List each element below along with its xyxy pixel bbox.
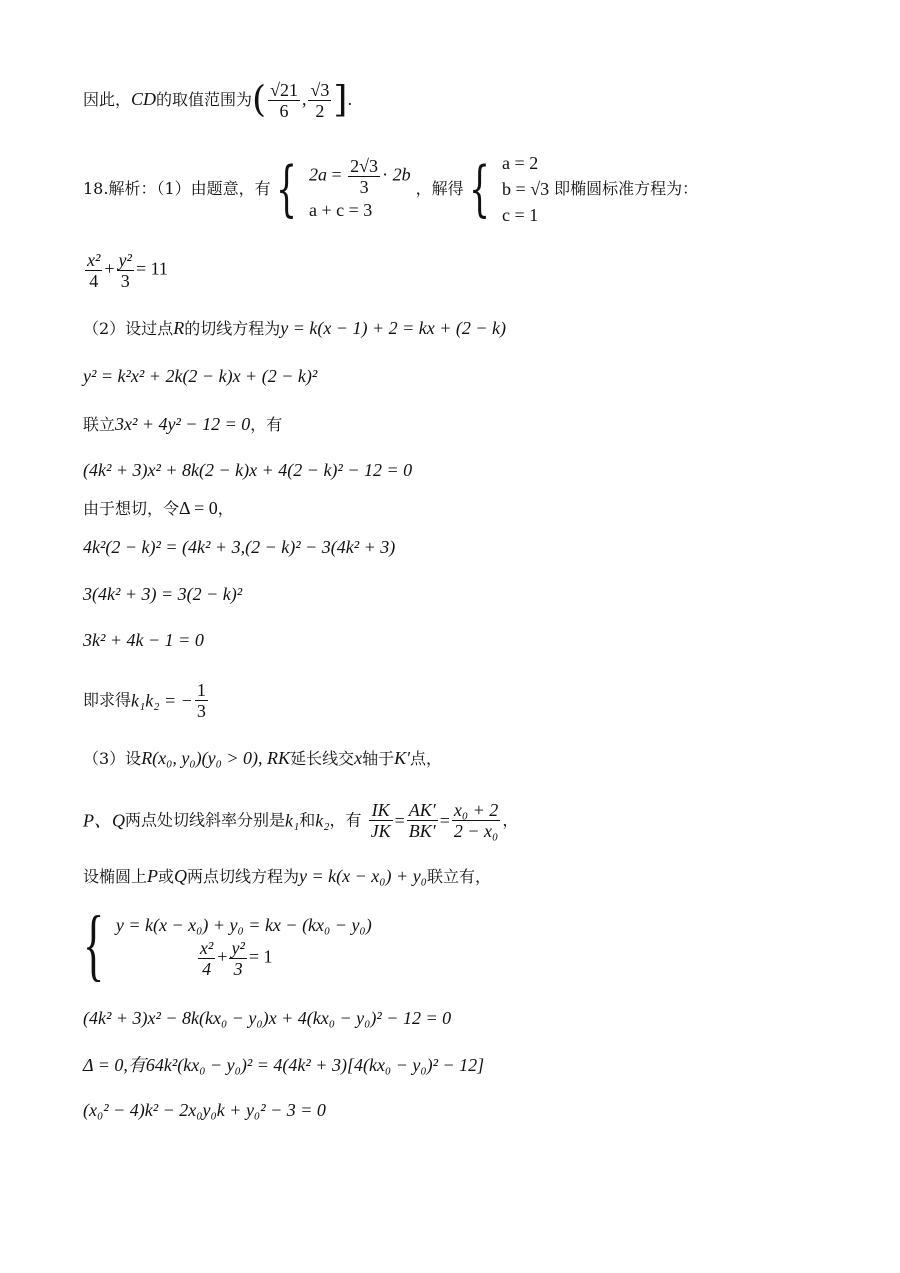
frac-den: 3 (120, 271, 130, 291)
point-r-def: R(x₀, y₀)(y₀ > 0), RK (141, 748, 291, 768)
frac-num: √3 (310, 80, 330, 100)
text: 的切线方程为 (184, 319, 281, 338)
point-q: Q (174, 866, 188, 886)
frac-num: 2√3 (350, 155, 379, 176)
discriminant-eq: 4k²(2 − k)² = (4k² + 3,(2 − k)² − 3(4k² + 3) (83, 537, 396, 557)
frac-den: 2 (315, 101, 325, 121)
left-brace-icon: { (275, 154, 297, 224)
equation-system-1: 2a = $\frac{2√3}{3}$ · 2b a + c = 3 (309, 156, 411, 223)
text: 和 (299, 810, 316, 830)
problem-18-part1 (83, 150, 698, 228)
sol-b: b = √3 (502, 179, 550, 199)
discriminant-eq-2: Δ = 0,有64k²(kx₀ − y₀)² = 4(4k² + 3)[4(kx₀ − y₀)² − 12] (83, 1055, 485, 1075)
quadratic-eq: (4k² + 3)x² + 8k(2 − k)x + 4(2 − k)² − 12 = 0 (83, 460, 413, 480)
sol-c: c = 1 (502, 205, 539, 225)
text-prefix: 因此， (83, 90, 132, 109)
equation-system-2 (83, 901, 372, 989)
frac-num: x₀ + 2 (453, 800, 499, 820)
point-k: K′ (394, 748, 411, 768)
part2-tangent-line (83, 318, 506, 339)
text-mid: 的取值范围为 (156, 90, 253, 109)
text: 联立 (83, 415, 116, 434)
solve-text: ，解得 (415, 179, 464, 198)
eq-rest: = 1 (248, 946, 273, 967)
text: 两点处切线斜率分别是 (125, 810, 286, 830)
text: 由于想切，令 (83, 499, 180, 518)
frac-den: 3 (196, 701, 206, 721)
frac-den: JK (370, 821, 391, 841)
cd-symbol: CD (131, 89, 157, 109)
text: （3）设 (83, 749, 142, 768)
text: ，有 (329, 810, 362, 830)
sol-a: a = 2 (502, 153, 539, 173)
frac-den: BK′ (408, 821, 436, 841)
text: （2）设过点 (83, 319, 174, 338)
k1: k₁ (285, 810, 300, 831)
text: 设椭圆上 (83, 867, 148, 886)
frac-num: y² (118, 250, 132, 270)
frac-num: x² (87, 250, 101, 270)
text: 延长线交 (290, 749, 355, 768)
y-squared-eq: y² = k²x² + 2k(2 − k)x + (2 − k)² (83, 366, 318, 386)
simplified-eq: 3(4k² + 3) = 3(2 − k)² (83, 584, 243, 604)
ellipse-eq-label: 即椭圆标准方程为： (554, 179, 699, 198)
frac-den: 2 − x₀ (453, 821, 499, 841)
point-p: P (147, 866, 159, 886)
points-pq: P、Q (83, 810, 125, 831)
k-product-line (83, 680, 210, 721)
tangent-condition (83, 498, 234, 519)
text: 两点切线方程为 (187, 867, 300, 886)
frac-den: 4 (89, 271, 99, 291)
system-rows (116, 912, 372, 979)
frac-num: IK (369, 800, 393, 821)
point-r: R (173, 318, 185, 338)
frac-num: y² (231, 937, 245, 958)
frac-den: 6 (279, 101, 289, 121)
text: 点， (410, 749, 443, 768)
frac-num: 1 (196, 680, 206, 700)
tangent-eq: y = k(x − 1) + 2 = kx + (2 − k) (280, 318, 506, 338)
slope-ratio-line: P、Q两点处切线斜率分别是k₁和k₂，有 $\frac{IK}{JK}$ = $\frac{AK'}{BK'}$ = $\frac{\text{x₀ + 2}}{\text{2 − x₀}}$ ， (83, 800, 519, 841)
part3-line (83, 748, 442, 769)
k-quadratic-2: (x₀² − 4)k² − 2x₀y₀k + y₀² − 3 = 0 (83, 1100, 326, 1120)
ellipse-equation: $\frac{\text{x²}}{4}$ + $\frac{\text{y²}}{3}$ = 11 (87, 250, 168, 291)
text: ， (502, 810, 519, 830)
ellipse-eq: 3x² + 4y² − 12 = 0 (115, 414, 251, 434)
frac-num: √21 (270, 80, 298, 100)
text: ，有 (250, 415, 283, 434)
eq-rest: = 11 (135, 258, 168, 279)
x-axis: x (354, 748, 363, 768)
k-product: k₁k₂ = − (131, 690, 193, 711)
frac-den: 4 (202, 958, 212, 979)
k2: k₂ (315, 810, 330, 831)
frac-num: x² (199, 937, 214, 958)
system-row-2: $\frac{\text{x²}}{4}$ + $\frac{\text{y²}}{3}$ = 1 (199, 937, 273, 979)
delta-eq: Δ = 0 (179, 498, 218, 518)
left-paren: ( (252, 79, 267, 121)
text: ， (217, 499, 234, 518)
system-row-1: y = k(x − x₀) + y₀ = kx − (kx₀ − y₀) (115, 914, 372, 935)
text: 或 (158, 867, 175, 886)
fraction-sqrt3-2 (308, 80, 331, 121)
part1-label: 18.解析：（1）由题意，有 (83, 179, 271, 198)
fraction-sqrt21-6 (268, 80, 300, 121)
text: 即求得 (83, 690, 132, 710)
right-bracket: ] (333, 79, 348, 121)
frac-den: 3 (233, 958, 243, 979)
quadratic-eq-2: (4k² + 3)x² − 8k(kx₀ − y₀)x + 4(kx₀ − y₀)² − 12 = 0 (83, 1008, 452, 1028)
eq-a-plus-c: a + c = 3 (309, 199, 373, 220)
solution-system (502, 150, 549, 228)
tangent-eq: y = k(x − x₀) + y₀ (299, 866, 427, 886)
combine-line (83, 414, 282, 435)
text: 联立有， (426, 867, 491, 886)
frac-den: 3 (359, 176, 369, 197)
cd-range-line: 因此，CD的取值范围为( $\frac{√21}{6}$ , $\frac{√3}{2}$ ]. (83, 79, 353, 121)
tangent-line-pq (83, 866, 491, 887)
frac-num: AK′ (408, 800, 436, 820)
k-quadratic: 3k² + 4k − 1 = 0 (83, 630, 204, 650)
left-brace-icon: { (468, 154, 490, 224)
text: 轴于 (362, 749, 395, 768)
left-brace-icon: { (83, 901, 105, 989)
